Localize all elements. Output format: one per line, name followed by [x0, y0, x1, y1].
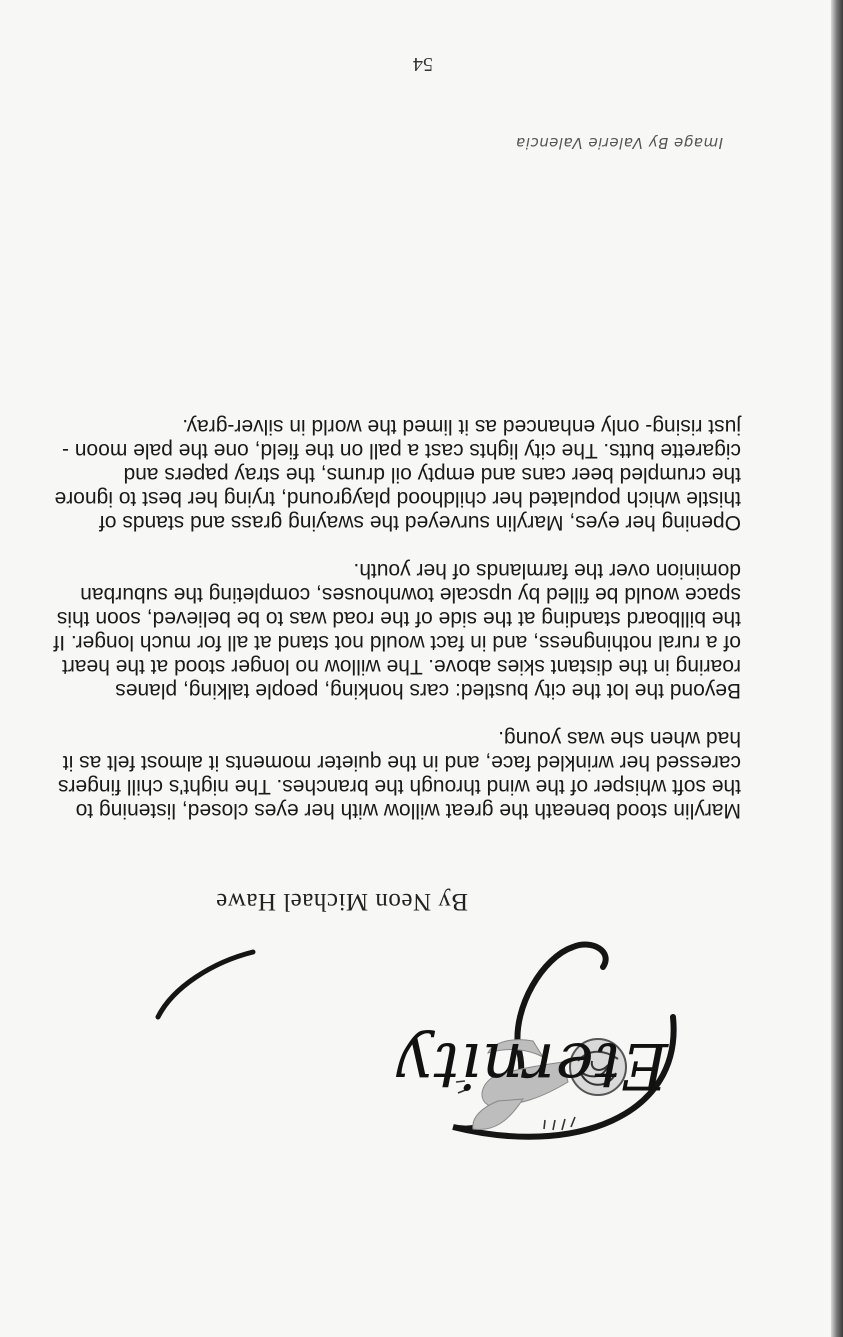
paragraph: Beyond the lot the city bustled: cars honking, people talking, planes roaring in the distant skies above. The willow no longer stood at the heart of a rural nothingness, and in fact would not stand at all for much longer. If the billboard standing at the side of the road was to be believed, soon this space would be filled by upscale townhouses, completing the suburban dominion over the farmlands of her youth.	[53, 559, 741, 702]
book-spine-shadow	[831, 0, 843, 1337]
paragraph: Opening her eyes, Marylin surveyed the swaying grass and stands of thistle which populated her childhood playground, trying her best to ignore the crumpled beer cans and empty oil drums, the stray papers and cigarette butts. The city lights cast a pall on the field, one the pale moon -just rising- only enhanced as it limed the world in silver-gray.	[54, 415, 741, 534]
page-number: 54	[413, 53, 433, 75]
story-body	[51, 390, 741, 822]
image-credit: Image By Valerie Valencia	[515, 134, 723, 152]
story-title: Eternity	[395, 1028, 668, 1102]
paragraph: Marylin stood beneath the great willow with her eyes closed, listening to the soft whisper of the wind through the branches. The night's chill fingers caressed her wrinkled face, and in the quieter moments it almost felt as it had when she was young.	[57, 727, 741, 822]
byline: By Neon Michael Hawe	[215, 888, 468, 915]
